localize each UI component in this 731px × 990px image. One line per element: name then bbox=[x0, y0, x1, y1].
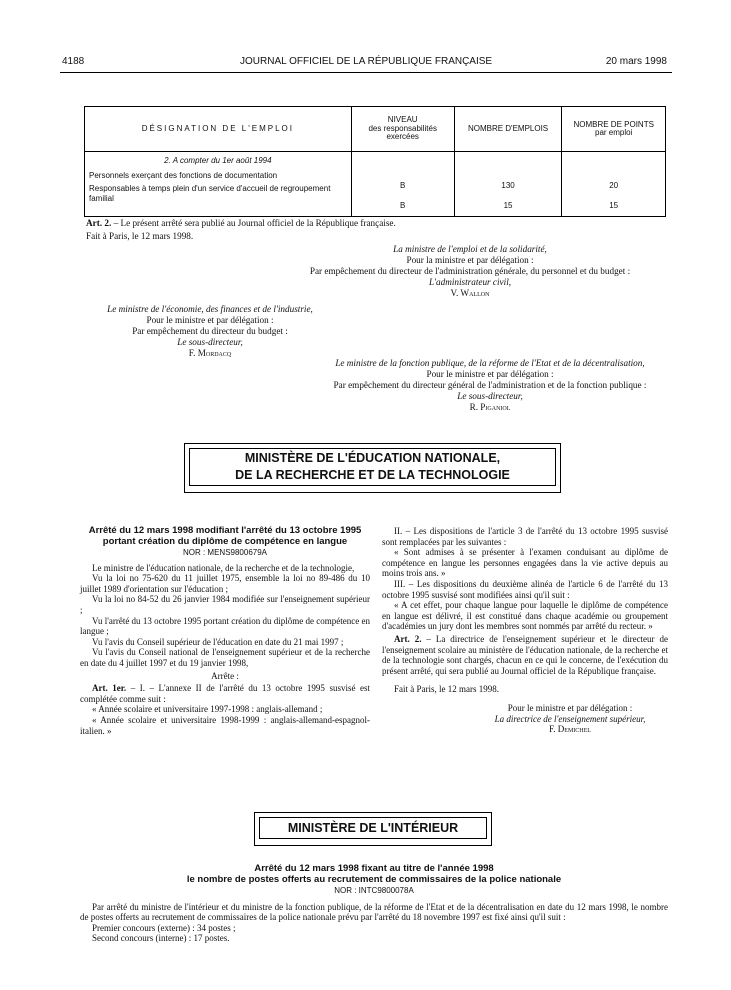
edu-sig-line1: Pour le ministre et par délégation : bbox=[507, 702, 633, 713]
arrete-interieur-title1: Arrêté du 12 mars 1998 fixant au titre de l'année 1998 bbox=[254, 863, 494, 874]
row-niveau: B bbox=[400, 181, 406, 190]
arrete-education-right bbox=[382, 526, 668, 735]
edu-sig-name: F. Demichel bbox=[549, 724, 591, 735]
art2-text: – Le présent arrêté sera publié au Journal officiel de la République française. bbox=[113, 218, 396, 228]
signature-emploi bbox=[250, 244, 690, 299]
sig-emploi-name: V. Wallon bbox=[450, 288, 490, 298]
arrete-interieur-p1: Par arrêté du ministre de l'intérieur et du ministre de la fonction publique, de la réforme de l'Etat et de la décentralisation en date du 12 mars 1998, le nombre de postes offerts au recrutement de commissaires de la police nationale prévu par l'arrêté du 18 novembre 1997 est fixé ainsi qu'il suit : bbox=[80, 901, 668, 923]
art2-edu-text: – La directrice de l'enseignement supérieur et le directeur de l'enseignement scolaire au ministère de l'éducation nationale, de la recherche et de la technologie sont chargés, chacun en ce qui le concerne, de l'exécution du présent arrêté, qui sera publié au Journal officiel de la République française. bbox=[382, 633, 668, 676]
col-niveau bbox=[351, 107, 454, 152]
arrete-education-title: Arrêté du 12 mars 1998 modifiant l'arrêté du 13 octobre 1995 portant création du diplôme de compétence en langue bbox=[88, 525, 362, 547]
row-points: 15 bbox=[609, 201, 619, 210]
arrete-education-art2 bbox=[382, 634, 668, 676]
fait-a-paris: Fait à Paris, le 12 mars 1998. bbox=[86, 231, 194, 241]
row-label: Personnels exerçant des fonctions de documentation bbox=[89, 171, 278, 181]
arrete-education-r4: « A cet effet, pour chaque langue pour laquelle le diplôme de compétence en langue est délivré, il est constitué dans chaque académie ou groupement d'académies un jury dont les membres sont nommés par arrêté du recteur. » bbox=[382, 600, 668, 632]
arrete-education-signature bbox=[472, 703, 668, 735]
arrete-education-p6: Vu l'avis du Conseil national de l'enseignement supérieur et de la recherche en date du 4 juillet 1997 et du 19 janvier 1998, bbox=[80, 647, 370, 668]
journal-title: JOURNAL OFFICIEL DE LA RÉPUBLIQUE FRANÇAISE bbox=[240, 56, 493, 67]
art2-edu-label: Art. 2. bbox=[394, 633, 422, 644]
ministry-education-line2: DE LA RECHERCHE ET DE LA TECHNOLOGIE bbox=[235, 468, 510, 482]
sig-economie-line2: Par empêchement du directeur du budget : bbox=[132, 326, 288, 336]
arrete-interieur-nor: NOR : INTC9800078A bbox=[334, 886, 414, 895]
table-row bbox=[85, 152, 666, 217]
row-label: Responsables à temps plein d'un service d'accueil de regroupement familial bbox=[89, 184, 331, 203]
arrete-interieur-p2: Premier concours (externe) : 34 postes ; bbox=[92, 922, 236, 933]
table-section: 2. A compter du 1er août 1994 bbox=[164, 156, 272, 165]
col-emplois: NOMBRE D'EMPLOIS bbox=[454, 107, 562, 152]
col-designation: DÉSIGNATION DE L'EMPLOI bbox=[85, 107, 352, 152]
arrete-education-p2: Vu la loi no 75-620 du 11 juillet 1975, ensemble la loi no 89-486 du 10 juillet 1989 d'orientation sur l'éducation ; bbox=[80, 573, 370, 594]
arrete-education-q2: « Année scolaire et universitaire 1998-1999 : anglais-allemand-espagnol-italien. » bbox=[80, 714, 370, 736]
sig-fonction-role: Le sous-directeur, bbox=[457, 391, 523, 401]
art1-text: – I. – L'annexe II de l'arrêté du 13 octobre 1995 susvisé est complétée comme suit : bbox=[80, 683, 370, 704]
arrete-interieur bbox=[80, 864, 668, 944]
arrete-education-p1: Le ministre de l'éducation nationale, de la recherche et de la technologie, bbox=[92, 562, 355, 573]
col-points bbox=[562, 107, 666, 152]
ministry-interieur-title: MINISTÈRE DE L'INTÉRIEUR bbox=[259, 817, 487, 839]
arrete-education-r2: « Sont admises à se présenter à l'examen conduisant au diplôme de compétence en langue les personnes engagées dans la vie active depuis au moins trois ans. » bbox=[382, 547, 668, 579]
sig-economie-line1: Pour le ministre et par délégation : bbox=[146, 315, 274, 325]
art2-paragraph bbox=[86, 218, 646, 229]
col-points-line2: par emploi bbox=[595, 128, 633, 137]
sig-economie-role: Le sous-directeur, bbox=[177, 337, 243, 347]
employment-table bbox=[84, 106, 666, 217]
signature-economie bbox=[70, 304, 350, 359]
arrete-education-left bbox=[80, 526, 370, 736]
sig-fonction-line1: Pour le ministre et par délégation : bbox=[426, 369, 554, 379]
sig-economie-title: Le ministre de l'économie, des finances et de l'industrie, bbox=[107, 304, 313, 314]
art2-label: Art. 2. bbox=[86, 218, 112, 228]
ministry-education-line1: MINISTÈRE DE L'ÉDUCATION NATIONALE, bbox=[244, 451, 501, 465]
ministry-education-box bbox=[184, 443, 561, 493]
table-cell-label bbox=[85, 152, 352, 217]
col-niveau-line2: des responsabilités bbox=[368, 123, 437, 133]
sig-emploi-line2: Par empêchement du directeur de l'administration générale, du personnel et du budget : bbox=[309, 266, 631, 276]
arrete-interieur-title2: le nombre de postes offerts au recrutement de commissaires de la police nationale bbox=[186, 873, 562, 885]
sig-emploi-line1: Pour la ministre et par délégation : bbox=[406, 255, 534, 265]
row-niveau: B bbox=[400, 201, 406, 210]
table-header-row bbox=[85, 107, 666, 152]
sig-emploi-role: L'administrateur civil, bbox=[428, 277, 512, 287]
sig-economie-name: F. Mordacq bbox=[188, 348, 232, 358]
col-niveau-line1: NIVEAU bbox=[387, 115, 418, 125]
issue-date: 20 mars 1998 bbox=[605, 56, 667, 67]
sig-emploi-title: La ministre de l'emploi et de la solidarité, bbox=[393, 244, 547, 254]
col-niveau-line3: exercées bbox=[386, 132, 419, 142]
table-cell-niveau bbox=[351, 152, 454, 217]
ministry-interieur-box bbox=[254, 812, 492, 846]
row-points: 20 bbox=[609, 181, 619, 190]
arrete-education-art1 bbox=[80, 683, 370, 704]
sig-fonction-line2: Par empêchement du directeur général de l'administration et de la fonction publique : bbox=[333, 380, 647, 390]
art1-label: Art. 1er. bbox=[92, 683, 127, 694]
signature-fonction-publique bbox=[280, 358, 700, 413]
row-emplois: 130 bbox=[501, 181, 515, 190]
arrete-education-fait: Fait à Paris, le 12 mars 1998. bbox=[394, 684, 499, 695]
table-cell-points bbox=[562, 152, 666, 217]
table-cell-emplois bbox=[454, 152, 562, 217]
arrete-education-p5: Vu l'avis du Conseil supérieur de l'éducation en date du 21 mai 1997 ; bbox=[92, 636, 344, 647]
arrete-education-arrete: Arrête : bbox=[211, 670, 239, 681]
header-rule bbox=[60, 72, 672, 73]
arrete-education-p4: Vu l'arrêté du 13 octobre 1995 portant création du diplôme de compétence en langue ; bbox=[80, 615, 370, 637]
page-number: 4188 bbox=[62, 56, 85, 67]
sig-fonction-title: Le ministre de la fonction publique, de la réforme de l'Etat et de la décentralisation, bbox=[335, 358, 645, 368]
arrete-education-p3: Vu la loi no 84-52 du 26 janvier 1984 modifiée sur l'enseignement supérieur ; bbox=[80, 594, 370, 615]
arrete-interieur-p3: Second concours (interne) : 17 postes. bbox=[92, 933, 230, 944]
row-emplois: 15 bbox=[503, 201, 513, 210]
arrete-education-q1: « Année scolaire et universitaire 1997-1998 : anglais-allemand ; bbox=[92, 704, 323, 715]
arrete-education-r1: II. – Les dispositions de l'article 3 de l'arrêté du 13 octobre 1995 susvisé sont remplacées par les suivantes : bbox=[382, 526, 668, 547]
arrete-education-nor: NOR : MENS9800679A bbox=[182, 548, 268, 557]
edu-sig-role: La directrice de l'enseignement supérieur, bbox=[494, 713, 646, 724]
arrete-education-r3: III. – Les dispositions du deuxième alinéa de l'article 6 de l'arrêté du 13 octobre 1995 susvisé sont modifiées ainsi qu'il suit : bbox=[382, 578, 668, 600]
sig-fonction-name: R. Piganiol bbox=[469, 402, 511, 412]
col-points-line1: NOMBRE DE POINTS bbox=[573, 119, 654, 129]
